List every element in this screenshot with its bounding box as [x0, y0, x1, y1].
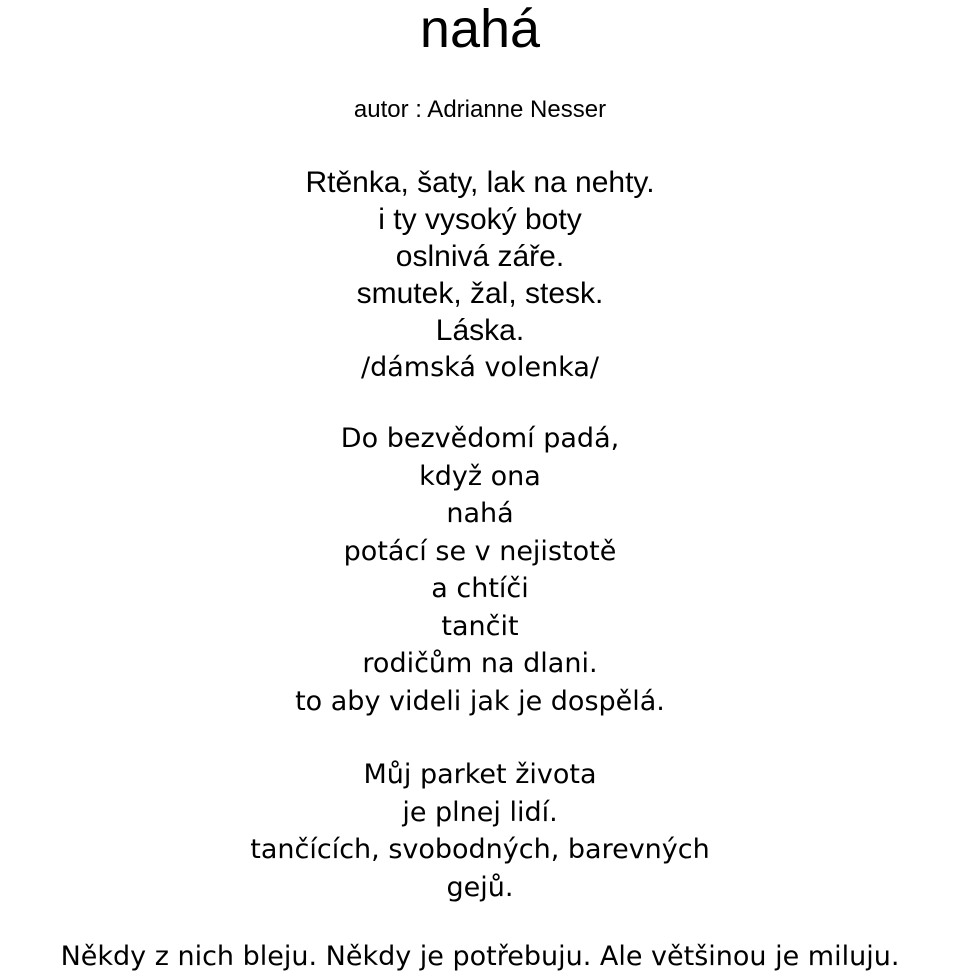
stanza-3	[0, 756, 960, 906]
poem-line: i ty vysoký boty	[378, 203, 582, 236]
poem-line: Do bezvědomí padá,	[340, 423, 620, 454]
poem-line: tančit	[441, 610, 519, 642]
stanza-2	[0, 420, 960, 720]
poem-line: je plnej lidí.	[402, 796, 558, 828]
poem-line: když ona	[419, 460, 541, 492]
poem-line: potácí se v nejistotě	[343, 535, 617, 567]
stanza-1	[0, 164, 960, 386]
stanza-4	[0, 938, 960, 976]
poem-line: oslnivá záře.	[395, 240, 565, 273]
poem-line: a chtíči	[431, 573, 529, 604]
poem-line: Můj parket života	[363, 759, 597, 790]
poem-line: Někdy z nich bleju. Někdy je potřebuju. Ale většinou je miluju.	[60, 941, 900, 972]
poem-line: tančících, svobodných, barevných	[250, 834, 710, 865]
poem-author: autor : Adrianne Nesser	[353, 96, 607, 123]
poem-line: nahá	[446, 498, 514, 529]
poem-line: Láska.	[435, 314, 525, 347]
poem-line: to aby videli jak je dospělá.	[295, 685, 665, 717]
poem-line: gejů.	[446, 871, 514, 903]
poem-line: rodičům na dlani.	[362, 648, 598, 679]
poem-line: smutek, žal, stesk.	[356, 277, 604, 310]
poem-line: /dámská volenka/	[361, 352, 599, 383]
poem-title: nahá	[419, 0, 541, 59]
poem-line: Rtěnka, šaty, lak na nehty.	[305, 166, 655, 199]
